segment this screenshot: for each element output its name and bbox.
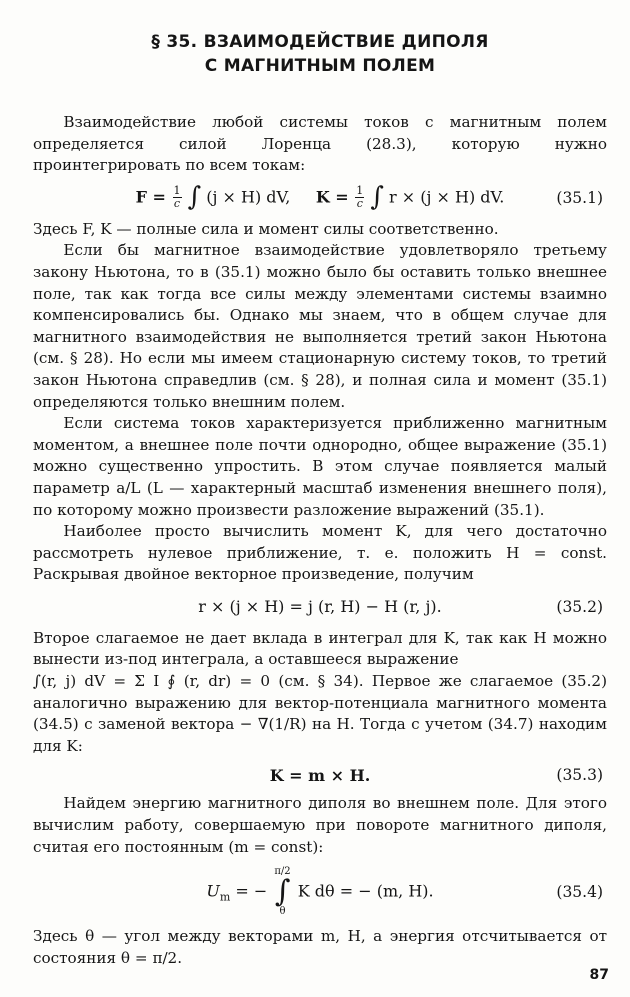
equation-number: (35.2) xyxy=(556,597,603,616)
eq4-sub: m xyxy=(219,890,231,904)
eq1-frac-left: $\frac{1}{c}$ xyxy=(173,184,181,211)
section-title-line1: § 35. ВЗАИМОДЕЙСТВИЕ ДИПОЛЯ xyxy=(151,32,489,52)
definite-integral xyxy=(274,867,290,917)
eq1-left: F = xyxy=(135,187,172,207)
section-title-line2: С МАГНИТНЫМ ПОЛЕМ xyxy=(204,56,436,76)
eq4-left: U xyxy=(206,881,220,901)
integral-sign: ∫ xyxy=(370,181,384,212)
paragraph-7: Найдем энергию магнитного диполя во внешнем поле. Для этого вычислим работу, совершаемую при повороте магнитного диполя, считая его постоянным (m = const): xyxy=(33,794,607,856)
equation-35-2 xyxy=(33,586,607,628)
equation-number: (35.1) xyxy=(556,188,603,207)
paragraph-6a: Второе слагаемое не дает вклада в интеграл для K, так как H можно вынести из-под интеграла, а оставшееся выражение xyxy=(33,628,607,669)
paragraph-5: Наиболее просто вычислить момент K, для чего достаточно рассмотреть нулевое приближение, т. е. положить H = const. Раскрывая двойное векторное произведение, получим xyxy=(33,522,607,584)
paragraph-8: Здесь θ — угол между векторами m, H, а энергия отсчитывается от состояния θ = π/2. xyxy=(33,927,607,967)
eq1-right: K = xyxy=(315,187,355,207)
section-title xyxy=(33,30,607,78)
paragraph-6b: ∫(r, j) dV = Σ I ∮ (r, dr) = 0 (см. § 34). Первое же слагаемое (35.2) аналогично выражению для вектор-потенциала магнитного момента (34.5) с заменой вектора − ∇(1/R) на H. Тогда с учетом (34.7) находим для K: xyxy=(33,672,607,755)
paragraph-3: Если бы магнитное взаимодействие удовлетворяло третьему закону Ньютона, то в (35.1) можно было бы оставить только внешнее поле, так как тогда все силы между элементами системы взаимно компенсировались бы. Однако мы знаем, что в общем случае для магнитного взаимодействия не выполняется третий закон Ньютона (см. § 28). Но если мы имеем стационарную систему токов, то третий закон Ньютона справедлив (см. § 28), и полная сила и момент (35.1) определяются только внешним полем. xyxy=(33,241,607,411)
integral-sign: ∫ xyxy=(187,181,202,212)
paragraph-4: Если система токов характеризуется приближенно магнитным моментом, а внешнее поле почти однородно, общее выражение (35.1) можно существенно упростить. В этом случае появляется малый параметр a/L (L — характерный масштаб изменения внешнего поля), по которому можно произвести разложение выражений (35.1). xyxy=(33,414,607,519)
eq1-left-body: (j × H) dV, xyxy=(206,187,291,207)
eq4-integrand: K dθ = − (m, H). xyxy=(297,881,434,901)
page-number: 87 xyxy=(589,967,609,983)
eq3-body: K = m × H. xyxy=(269,765,371,785)
integral-lower-limit: θ xyxy=(279,906,286,918)
integral-upper-limit: π/2 xyxy=(274,866,291,878)
equation-number: (35.4) xyxy=(556,883,603,902)
page-content xyxy=(33,24,607,969)
eq2-body: r × (j × H) = j (r, H) − H (r, j). xyxy=(198,597,442,617)
integral-sign: ∫ xyxy=(274,874,291,910)
eq4-eq: = − xyxy=(235,881,273,901)
paragraph-1: Взаимодействие любой системы токов с магнитным полем определяется силой Лоренца (28.3), которую нужно проинтегрировать по всем токам: xyxy=(33,113,607,175)
equation-number: (35.3) xyxy=(556,766,603,785)
eq1-right-body: r × (j × H) dV. xyxy=(389,187,505,207)
equation-35-3 xyxy=(33,757,607,793)
equation-35-4 xyxy=(33,858,607,926)
eq1-frac-right: $\frac{1}{c}$ xyxy=(356,184,364,211)
paragraph-2: Здесь F, K — полные сила и момент силы соответственно. xyxy=(33,219,499,238)
equation-35-1 xyxy=(33,177,607,219)
